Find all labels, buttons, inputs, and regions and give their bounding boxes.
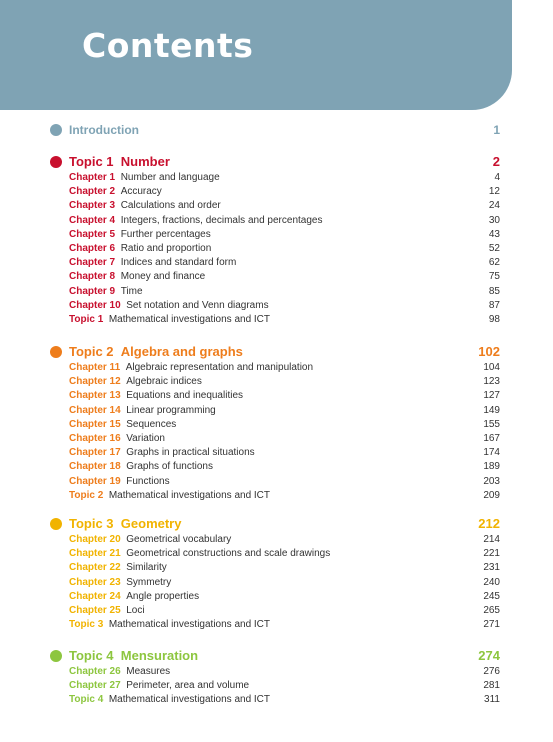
page-number: 221: [483, 548, 500, 560]
page-number: 265: [483, 605, 500, 616]
introduction-label: Introduction: [69, 123, 139, 137]
chapter-entry: [69, 561, 167, 575]
chapter-title: Geometrical constructions and scale drawings: [126, 548, 331, 560]
bullet-dot-icon: [50, 346, 62, 358]
topic-page-number: 212: [478, 516, 500, 531]
toc-chapter-row[interactable]: [0, 361, 553, 375]
topic-page-number: 102: [478, 344, 500, 359]
chapter-entry: [69, 285, 143, 299]
chapter-prefix: Topic 3: [69, 619, 104, 631]
toc-chapter-row[interactable]: [0, 256, 553, 270]
toc-chapter-row[interactable]: [0, 389, 553, 403]
chapter-prefix: Topic 1: [69, 314, 104, 325]
page-number: 281: [483, 680, 500, 692]
toc-chapter-row[interactable]: [0, 199, 553, 213]
chapter-entry: [69, 446, 255, 460]
toc-chapter-row[interactable]: [0, 446, 553, 460]
topic-prefix: Topic 2: [69, 344, 114, 359]
chapter-entry: [69, 590, 199, 604]
chapter-prefix: Chapter 16: [69, 433, 121, 444]
toc-chapter-row[interactable]: [0, 489, 553, 503]
chapter-title: Mathematical investigations and ICT: [108, 694, 271, 706]
topic-prefix: Topic 3: [69, 516, 114, 531]
chapter-entry: [69, 313, 270, 327]
page-number: 240: [483, 576, 500, 588]
chapter-title: Similarity: [126, 562, 167, 574]
topic-name: Mensuration: [120, 648, 199, 663]
chapter-title: Symmetry: [126, 576, 172, 588]
chapter-entry: [69, 299, 269, 313]
chapter-title: Loci: [126, 605, 145, 616]
chapter-entry: [69, 242, 211, 256]
topic-prefix: Topic 4: [69, 648, 114, 663]
chapter-title: Angle properties: [126, 590, 200, 602]
toc-chapter-row[interactable]: [0, 432, 553, 446]
page-number: 203: [483, 475, 500, 487]
page-number: 174: [483, 447, 500, 459]
chapter-title: Money and finance: [120, 271, 206, 283]
chapter-entry: [69, 679, 249, 693]
chapter-title: Accuracy: [120, 186, 162, 198]
chapter-title: Time: [120, 285, 143, 297]
chapter-entry: [69, 214, 322, 228]
page-number: 189: [483, 461, 500, 473]
page-number: 4: [494, 172, 500, 183]
toc-chapter-row[interactable]: [0, 679, 553, 693]
chapter-entry: [69, 389, 243, 403]
toc-chapter-row[interactable]: [0, 693, 553, 707]
bullet-dot-icon: [50, 124, 62, 136]
chapter-title: Equations and inequalities: [126, 390, 244, 402]
chapter-title: Linear programming: [126, 404, 216, 416]
chapter-entry: [69, 270, 205, 284]
chapter-prefix: Chapter 23: [69, 576, 121, 588]
chapter-entry: [69, 576, 171, 590]
toc-chapter-row[interactable]: [0, 285, 553, 299]
chapter-title: Integers, fractions, decimals and percentages: [120, 214, 323, 226]
chapter-prefix: Chapter 24: [69, 590, 121, 602]
chapter-title: Graphs of functions: [126, 461, 213, 473]
chapter-prefix: Chapter 3: [69, 200, 116, 212]
chapter-title: Geometrical vocabulary: [126, 534, 232, 545]
topic-name: Geometry: [120, 516, 182, 531]
topic-heading: [69, 515, 181, 533]
chapter-prefix: Chapter 26: [69, 666, 121, 677]
page-number: 245: [483, 590, 500, 602]
chapter-entry: [69, 361, 313, 375]
chapter-prefix: Chapter 10: [69, 299, 121, 311]
toc-chapter-row[interactable]: [0, 460, 553, 474]
chapter-prefix: Topic 4: [69, 694, 104, 706]
toc-chapter-row[interactable]: [0, 475, 553, 489]
chapter-prefix: Chapter 12: [69, 376, 121, 388]
chapter-prefix: Chapter 11: [69, 362, 121, 373]
chapter-title: Ratio and proportion: [120, 243, 212, 254]
toc-chapter-row[interactable]: [0, 185, 553, 199]
chapter-prefix: Chapter 6: [69, 243, 116, 254]
toc-chapter-row[interactable]: [0, 604, 553, 618]
toc-chapter-row[interactable]: [0, 404, 553, 418]
chapter-prefix: Topic 2: [69, 489, 104, 501]
chapter-entry: [69, 604, 145, 618]
page-number: 1: [493, 123, 500, 137]
page-number: 209: [483, 489, 500, 501]
chapter-entry: [69, 460, 213, 474]
toc-chapter-row[interactable]: [0, 375, 553, 389]
toc-topic-row[interactable]: [0, 515, 553, 533]
chapter-title: Algebraic representation and manipulation: [125, 362, 314, 373]
chapter-title: Measures: [126, 666, 171, 677]
chapter-entry: [69, 665, 170, 679]
topic-name: Number: [120, 154, 170, 169]
chapter-entry: [69, 171, 220, 185]
chapter-title: Mathematical investigations and ICT: [108, 489, 271, 501]
toc-chapter-row[interactable]: [0, 313, 553, 327]
bullet-dot-icon: [50, 156, 62, 168]
page-number: 311: [484, 694, 500, 706]
chapter-prefix: Chapter 18: [69, 461, 121, 473]
chapter-entry: [69, 432, 165, 446]
header-banner: [0, 0, 512, 110]
chapter-prefix: Chapter 9: [69, 285, 116, 297]
toc-topic-row[interactable]: [0, 647, 553, 665]
chapter-entry: [69, 228, 211, 242]
chapter-entry: [69, 475, 170, 489]
chapter-prefix: Chapter 8: [69, 271, 116, 283]
toc-chapter-row[interactable]: [0, 576, 553, 590]
page-number: 75: [488, 271, 500, 283]
toc-chapter-row[interactable]: [0, 228, 553, 242]
page-number: 276: [483, 666, 500, 677]
chapter-prefix: Chapter 17: [69, 447, 121, 459]
page-number: 214: [483, 534, 500, 545]
page-number: 271: [483, 619, 500, 631]
toc-chapter-row[interactable]: [0, 665, 553, 679]
toc-chapter-row[interactable]: [0, 171, 553, 185]
toc-chapter-row[interactable]: [0, 270, 553, 284]
toc-chapter-row[interactable]: [0, 418, 553, 432]
page-number: 52: [488, 243, 500, 254]
chapter-prefix: Chapter 20: [69, 534, 121, 545]
chapter-entry: [69, 375, 202, 389]
toc-topic-row[interactable]: [0, 153, 553, 171]
page-number: 24: [488, 200, 500, 212]
chapter-title: Mathematical investigations and ICT: [108, 619, 271, 631]
chapter-entry: [69, 256, 236, 270]
toc-chapter-row[interactable]: [0, 561, 553, 575]
chapter-prefix: Chapter 5: [69, 228, 116, 240]
chapter-title: Perimeter, area and volume: [126, 680, 250, 692]
page-number: 155: [483, 418, 500, 430]
chapter-title: Calculations and order: [120, 200, 221, 212]
chapter-prefix: Chapter 22: [69, 562, 121, 574]
topic-page-number: 274: [478, 648, 500, 663]
bullet-dot-icon: [50, 518, 62, 530]
page-number: 30: [488, 214, 500, 226]
page-number: 149: [483, 404, 500, 416]
toc-topic-row[interactable]: [0, 343, 553, 361]
topic-prefix: Topic 1: [69, 154, 114, 169]
toc-chapter-row[interactable]: [0, 590, 553, 604]
page-number: 123: [483, 376, 500, 388]
toc-chapter-row[interactable]: [0, 299, 553, 313]
page-number: 12: [488, 186, 500, 198]
chapter-prefix: Chapter 15: [69, 418, 121, 430]
page-number: 104: [483, 362, 500, 373]
chapter-title: Mathematical investigations and ICT: [108, 314, 271, 325]
chapter-prefix: Chapter 14: [69, 404, 121, 416]
chapter-title: Algebraic indices: [126, 376, 202, 388]
chapter-title: Sequences: [126, 418, 177, 430]
toc-chapter-row[interactable]: [0, 547, 553, 561]
bullet-dot-icon: [50, 650, 62, 662]
chapter-prefix: Chapter 21: [69, 548, 121, 560]
page-number: 231: [483, 562, 500, 574]
chapter-prefix: Chapter 25: [69, 605, 121, 616]
chapter-title: Graphs in practical situations: [126, 447, 255, 459]
chapter-entry: [69, 489, 270, 503]
topic-name: Algebra and graphs: [120, 344, 243, 359]
chapter-entry: [69, 693, 270, 707]
toc-chapter-row[interactable]: [0, 618, 553, 632]
chapter-title: Variation: [126, 433, 165, 444]
chapter-entry: [69, 404, 216, 418]
chapter-prefix: Chapter 4: [69, 214, 116, 226]
toc-chapter-row[interactable]: [0, 242, 553, 256]
chapter-title: Indices and standard form: [120, 257, 237, 269]
chapter-title: Functions: [126, 475, 170, 487]
toc-chapter-row[interactable]: [0, 214, 553, 228]
chapter-prefix: Chapter 7: [69, 257, 116, 269]
page-number: 127: [483, 390, 500, 402]
chapter-entry: [69, 547, 330, 561]
page-number: 167: [483, 433, 500, 444]
chapter-entry: [69, 418, 176, 432]
topic-page-number: 2: [492, 154, 500, 169]
page-number: 85: [488, 285, 500, 297]
chapter-prefix: Chapter 1: [69, 172, 116, 183]
page-number: 62: [488, 257, 500, 269]
toc-introduction-row[interactable]: [0, 121, 553, 139]
topic-heading: [69, 343, 243, 361]
chapter-prefix: Chapter 27: [69, 680, 121, 692]
page-number: 43: [488, 228, 500, 240]
toc-chapter-row[interactable]: [0, 533, 553, 547]
page-number: 87: [488, 299, 500, 311]
chapter-prefix: Chapter 2: [69, 186, 116, 198]
chapter-title: Further percentages: [120, 228, 211, 240]
chapter-entry: [69, 533, 231, 547]
page-title: Contents: [82, 26, 254, 65]
chapter-title: Set notation and Venn diagrams: [126, 299, 269, 311]
chapter-prefix: Chapter 19: [69, 475, 121, 487]
chapter-entry: [69, 618, 270, 632]
chapter-prefix: Chapter 13: [69, 390, 121, 402]
chapter-entry: [69, 185, 162, 199]
chapter-entry: [69, 199, 221, 213]
page-number: 98: [488, 314, 500, 325]
topic-heading: [69, 153, 170, 171]
chapter-title: Number and language: [120, 172, 220, 183]
topic-heading: [69, 647, 198, 665]
